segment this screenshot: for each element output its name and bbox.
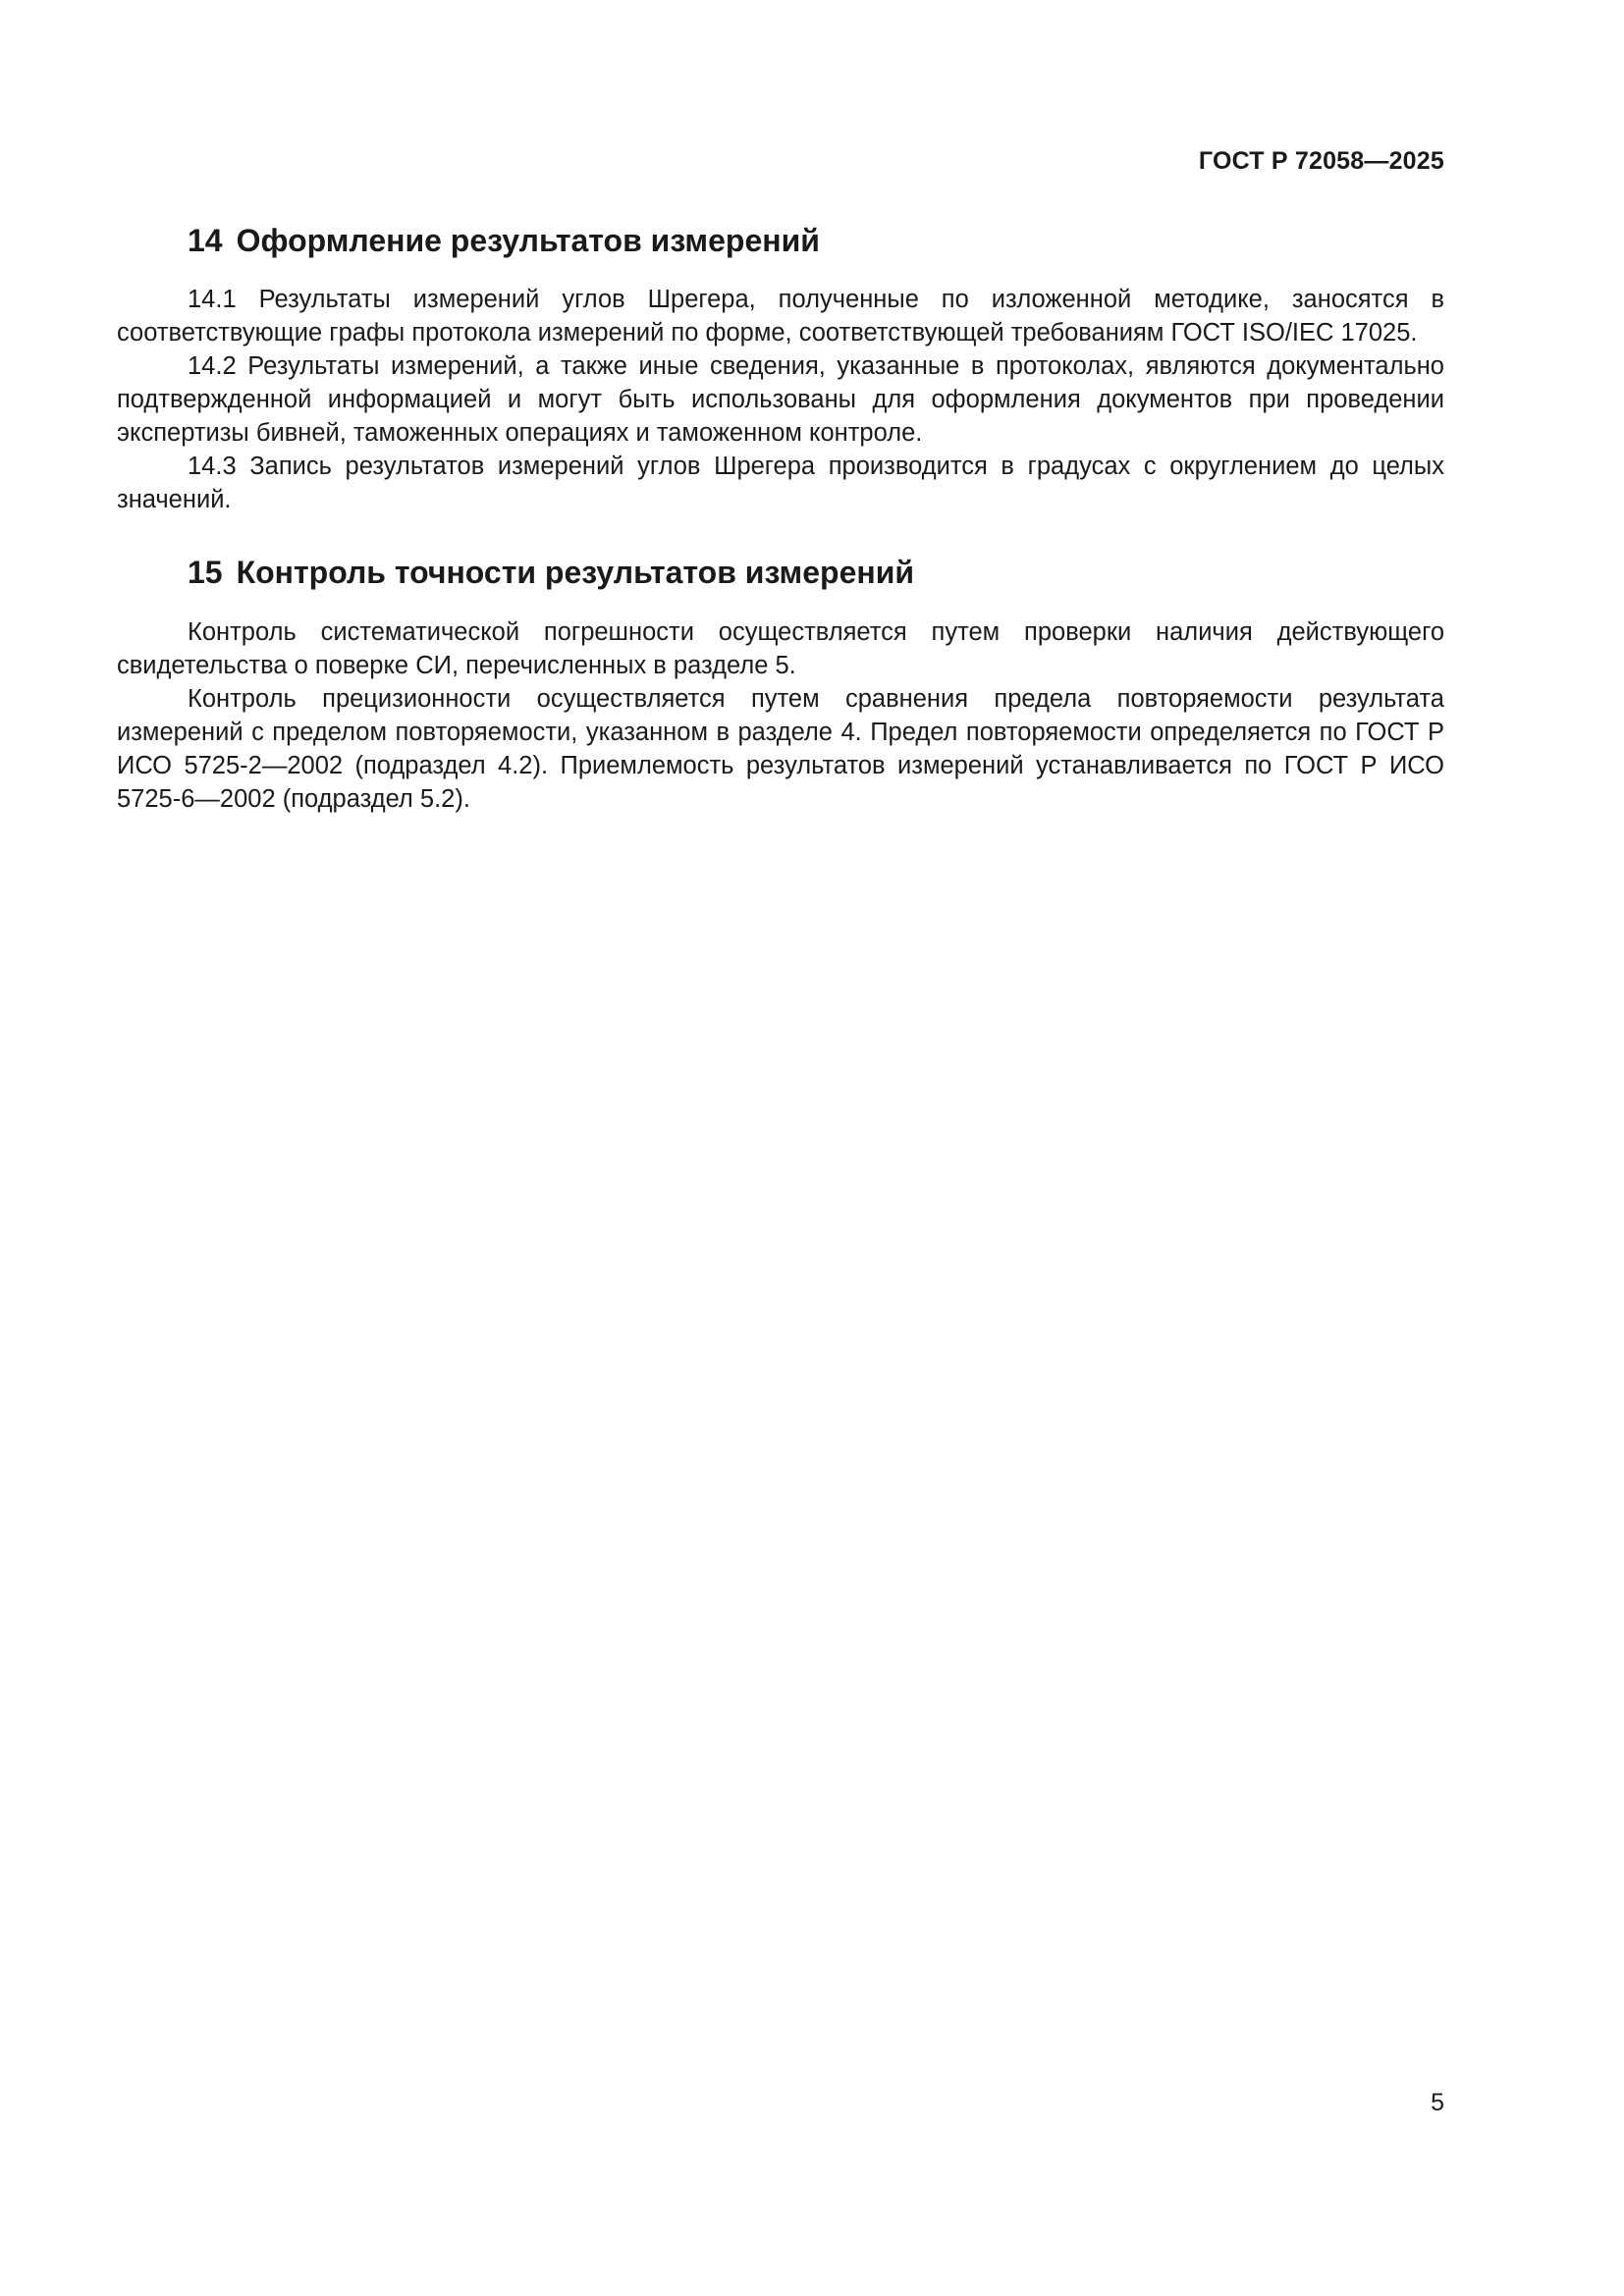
section-number: 14	[188, 223, 223, 258]
section-title: Оформление результатов измерений	[236, 223, 820, 258]
section-heading	[188, 554, 1444, 591]
page-content	[117, 222, 1444, 853]
page-number: 5	[1431, 2089, 1444, 2116]
section-number: 15	[188, 555, 223, 591]
section-14	[117, 222, 1444, 516]
section-title: Контроль точности результатов измерений	[236, 555, 915, 591]
section-heading	[188, 222, 1444, 259]
paragraph-14-2: 14.2 Результаты измерений, а также иные сведения, указанные в протоколах, являются документально подтвержденной информацией и могут быть использованы для оформления документов при проведении экспертизы бивней, таможенных операциях и таможенном контроле.	[117, 352, 1444, 448]
paragraph-14-1: 14.1 Результаты измерений углов Шрегера, полученные по изложенной методике, заносятся в соответствующие графы протокола измерений по форме, соответствующей требованиям ГОСТ ISO/IEC 17025.	[117, 286, 1444, 347]
document-code: ГОСТ Р 72058—2025	[1198, 147, 1444, 175]
paragraph-14-3: 14.3 Запись результатов измерений углов Шрегера производится в градусах с округлением до целых значений.	[117, 453, 1444, 514]
paragraph-15-2: Контроль прецизионности осуществляется путем сравнения предела повторяемости результата измерений с пределом повторяемости, указанном в разделе 4. Предел повторяемости определяется по ГОСТ Р ИСО 5725-2—2002 (подраздел 4.2). Приемлемость результатов измерений устанавливается по ГОСТ Р ИСО 5725-6—2002 (подраздел 5.2).	[117, 684, 1444, 813]
paragraph-15-1: Контроль систематической погрешности осуществляется путем проверки наличия действующего свидетельства о поверке СИ, перечисленных в разделе 5.	[117, 617, 1444, 679]
section-15	[117, 554, 1444, 815]
